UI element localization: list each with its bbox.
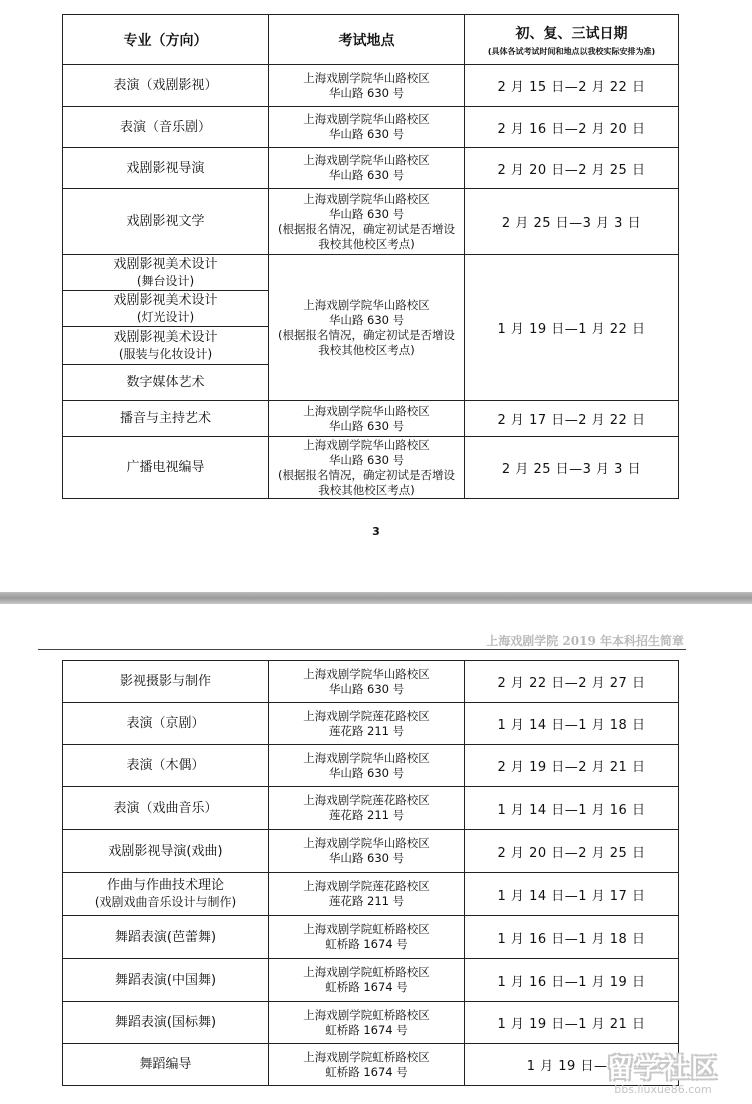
- major-name: 表演（戏曲音乐）: [113, 800, 218, 816]
- table-row: [63, 255, 679, 291]
- exam-dates-cell: 1 月 19 日—1 月 22 日: [465, 255, 679, 401]
- header-major: 专业（方向）: [63, 15, 269, 65]
- major-cell: [63, 291, 269, 327]
- table-row: [63, 959, 679, 1002]
- table-row: [63, 1002, 679, 1044]
- major-cell: [63, 437, 269, 499]
- exam-schedule-table-1: [62, 14, 679, 499]
- location-line: 虹桥路 1674 号: [325, 1064, 408, 1079]
- major-cell: [63, 401, 269, 437]
- location-line: 上海戏剧学院华山路校区: [303, 403, 430, 418]
- location-line: 莲花路 211 号: [328, 808, 405, 822]
- location-cell: [269, 661, 465, 703]
- location-line: 上海戏剧学院莲花路校区: [303, 879, 430, 893]
- table-row: [63, 787, 679, 830]
- major-subtitle: (戏剧戏曲音乐设计与制作): [94, 895, 237, 909]
- table-row: [63, 189, 679, 255]
- location-line: (根据报名情况，确定初试是否增设: [278, 221, 455, 236]
- location-line: (根据报名情况，确定初试是否增设: [278, 467, 455, 482]
- location-line: 华山路 630 号: [328, 312, 405, 327]
- location-line: 华山路 630 号: [328, 127, 405, 141]
- location-line: 莲花路 211 号: [328, 894, 405, 908]
- location-line: 我校其他校区考点): [318, 342, 415, 357]
- major-cell: [63, 255, 269, 291]
- location-line: 莲花路 211 号: [328, 723, 405, 738]
- major-cell: [63, 916, 269, 959]
- location-line: 上海戏剧学院虹桥路校区: [303, 965, 430, 979]
- major-name: 表演（戏剧影视）: [113, 78, 218, 93]
- table-row: [63, 401, 679, 437]
- table-header-row: [63, 15, 679, 65]
- exam-dates-cell: 2 月 25 日—3 月 3 日: [465, 437, 679, 499]
- location-cell: [269, 437, 465, 499]
- major-name: 表演（木偶）: [126, 758, 205, 773]
- location-line: 上海戏剧学院莲花路校区: [303, 793, 430, 807]
- location-cell: [269, 873, 465, 916]
- location-cell: [269, 916, 465, 959]
- major-name: 戏剧影视美术设计: [113, 292, 218, 308]
- location-cell: [269, 401, 465, 437]
- location-line: 华山路 630 号: [328, 206, 405, 221]
- location-line: 我校其他校区考点): [318, 236, 415, 251]
- location-line: 上海戏剧学院华山路校区: [303, 836, 430, 850]
- watermark-logo-text: 留学社区: [606, 1054, 719, 1084]
- major-name: 舞蹈编导: [139, 1057, 192, 1072]
- location-line: 上海戏剧学院华山路校区: [303, 297, 430, 312]
- exam-dates-cell: 2 月 25 日—3 月 3 日: [465, 189, 679, 255]
- major-cell: [63, 65, 269, 107]
- location-cell: [269, 107, 465, 148]
- exam-dates-cell: 1 月 14 日—1 月 17 日: [465, 873, 679, 916]
- location-line: 上海戏剧学院华山路校区: [303, 153, 430, 167]
- major-name: 戏剧影视美术设计: [113, 256, 218, 272]
- major-subtitle: (舞台设计): [136, 273, 195, 288]
- major-cell: [63, 365, 269, 401]
- table-row: [63, 107, 679, 148]
- major-name: 戏剧影视文学: [126, 214, 205, 229]
- major-cell: [63, 189, 269, 255]
- document-page-2: [0, 604, 752, 1104]
- major-name: 舞蹈表演(国标舞): [114, 1015, 217, 1030]
- location-line: 上海戏剧学院虹桥路校区: [303, 1007, 430, 1022]
- major-subtitle: (服装与化妆设计): [118, 346, 213, 361]
- location-cell: [269, 787, 465, 830]
- header-dates-note: (具体各试考试时间和地点以我校实际安排为准): [487, 46, 656, 56]
- table-row: [63, 65, 679, 107]
- location-line: 上海戏剧学院华山路校区: [303, 750, 430, 765]
- running-header: 上海戏剧学院 2019 年本科招生简章: [486, 634, 684, 648]
- location-cell: [269, 745, 465, 787]
- location-line: 华山路 630 号: [328, 85, 405, 100]
- major-name: 戏剧影视导演: [126, 160, 205, 176]
- location-cell: [269, 255, 465, 401]
- location-line: 华山路 630 号: [328, 168, 405, 182]
- exam-dates-cell: 1 月 14 日—1 月 18 日: [465, 703, 679, 745]
- location-line: 上海戏剧学院华山路校区: [303, 112, 430, 126]
- table-row: [63, 830, 679, 873]
- table-row: [63, 661, 679, 703]
- exam-dates-cell: 1 月 16 日—1 月 19 日: [465, 959, 679, 1002]
- table-row: [63, 437, 679, 499]
- location-line: 上海戏剧学院华山路校区: [303, 437, 430, 452]
- location-cell: [269, 1044, 465, 1086]
- location-line: 华山路 630 号: [328, 418, 405, 433]
- major-cell: [63, 873, 269, 916]
- location-line: 虹桥路 1674 号: [325, 937, 408, 951]
- location-line: 上海戏剧学院莲花路校区: [303, 708, 430, 723]
- major-cell: [63, 745, 269, 787]
- major-cell: [63, 959, 269, 1002]
- location-cell: [269, 148, 465, 189]
- exam-dates-cell: 1 月 16 日—1 月 18 日: [465, 916, 679, 959]
- exam-dates-cell: 1 月 14 日—1 月 16 日: [465, 787, 679, 830]
- major-name: 戏剧影视导演(戏曲): [108, 843, 223, 859]
- exam-dates-cell: 1 月 19 日—1 月 21 日: [465, 1002, 679, 1044]
- watermark: [588, 1048, 738, 1096]
- location-line: 上海戏剧学院华山路校区: [303, 70, 430, 85]
- location-line: 上海戏剧学院华山路校区: [303, 191, 430, 206]
- location-line: 华山路 630 号: [328, 851, 405, 865]
- location-cell: [269, 1002, 465, 1044]
- exam-dates-cell: 1 月 19 日—1: [465, 1044, 679, 1086]
- running-header-rule: [38, 649, 686, 650]
- location-cell: [269, 65, 465, 107]
- exam-dates-cell: 2 月 20 日—2 月 25 日: [465, 148, 679, 189]
- location-line: 上海戏剧学院虹桥路校区: [303, 922, 430, 936]
- location-cell: [269, 703, 465, 745]
- exam-dates-cell: 2 月 15 日—2 月 22 日: [465, 65, 679, 107]
- major-cell: [63, 1044, 269, 1086]
- table-row: [63, 1044, 679, 1086]
- table-row: [63, 873, 679, 916]
- exam-dates-cell: 2 月 19 日—2 月 21 日: [465, 745, 679, 787]
- major-cell: [63, 830, 269, 873]
- page-number: 3: [372, 525, 380, 538]
- location-line: 上海戏剧学院虹桥路校区: [303, 1049, 430, 1064]
- major-subtitle: (灯光设计): [136, 309, 195, 324]
- table-row: [63, 916, 679, 959]
- location-cell: [269, 959, 465, 1002]
- location-line: 上海戏剧学院华山路校区: [303, 666, 430, 681]
- major-name: 数字媒体艺术: [126, 375, 205, 390]
- major-cell: [63, 787, 269, 830]
- major-name: 舞蹈表演(中国舞): [114, 972, 217, 988]
- location-line: 虹桥路 1674 号: [325, 980, 408, 994]
- major-cell: [63, 661, 269, 703]
- table-row: [63, 745, 679, 787]
- major-name: 舞蹈表演(芭蕾舞): [114, 929, 217, 945]
- table-row: [63, 703, 679, 745]
- major-cell: [63, 1002, 269, 1044]
- location-line: 华山路 630 号: [328, 452, 405, 467]
- major-cell: [63, 107, 269, 148]
- location-cell: [269, 830, 465, 873]
- major-name: 戏剧影视美术设计: [113, 329, 218, 345]
- location-cell: [269, 189, 465, 255]
- exam-schedule-table-2: [62, 660, 679, 1086]
- location-line: 华山路 630 号: [328, 681, 405, 696]
- exam-dates-cell: 2 月 16 日—2 月 20 日: [465, 107, 679, 148]
- major-cell: [63, 327, 269, 365]
- exam-dates-cell: 2 月 22 日—2 月 27 日: [465, 661, 679, 703]
- major-name: 广播电视编导: [126, 460, 205, 475]
- header-dates: [465, 15, 679, 65]
- major-name: 表演（音乐剧）: [119, 119, 211, 135]
- major-cell: [63, 148, 269, 189]
- page-separator: [0, 592, 752, 604]
- location-line: (根据报名情况，确定初试是否增设: [278, 327, 455, 342]
- exam-dates-cell: 2 月 20 日—2 月 25 日: [465, 830, 679, 873]
- major-name: 作曲与作曲技术理论: [106, 878, 224, 893]
- header-location: 考试地点: [269, 15, 465, 65]
- location-line: 虹桥路 1674 号: [325, 1022, 408, 1037]
- location-line: 华山路 630 号: [328, 765, 405, 780]
- exam-dates-cell: 2 月 17 日—2 月 22 日: [465, 401, 679, 437]
- major-name: 表演（京剧）: [126, 716, 205, 731]
- table-row: [63, 148, 679, 189]
- watermark-url: bbs.liuxue86.com: [614, 1083, 712, 1096]
- major-cell: [63, 703, 269, 745]
- major-name: 影视摄影与制作: [119, 674, 211, 689]
- location-line: 我校其他校区考点): [318, 482, 415, 497]
- header-dates-label: 初、复、三试日期: [515, 25, 628, 42]
- major-name: 播音与主持艺术: [119, 411, 211, 426]
